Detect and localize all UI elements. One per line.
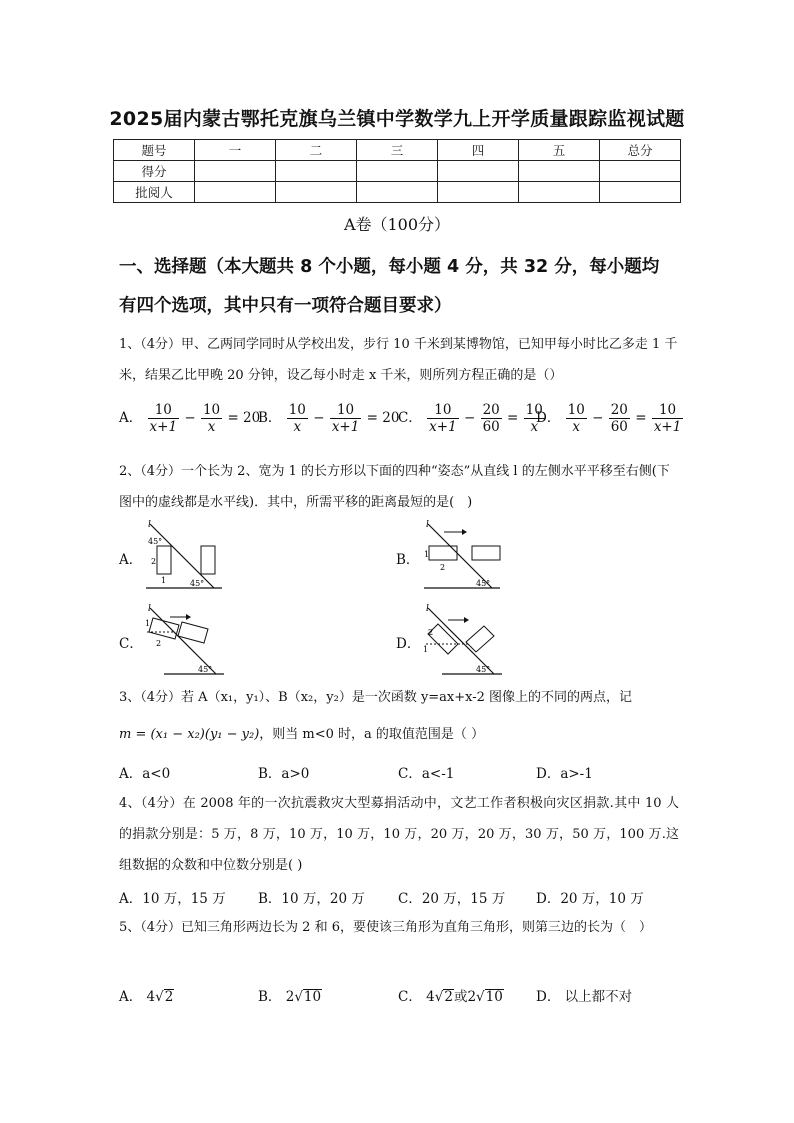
q1-option-a: [119, 402, 260, 435]
arrow-head: [464, 617, 469, 623]
label-one: 1: [424, 550, 430, 559]
q4-option-c: C．20 万，15 万: [398, 891, 506, 907]
section-a-title: A卷（100分）: [343, 215, 451, 234]
question-4-text: 4、（4分）在 2008 年的一次抗震救灾大型募捐活动中，文艺工作者积极向灾区捐款.其中 10 人 的捐款分别是：5 万，8 万，10 万，10 万，10 万，20 万，20 万，30 万，50 万，100 万.这组数据的众数和中位数分别是( ): [119, 796, 679, 873]
rectangle-start: [149, 618, 179, 639]
q1-option-d: [536, 402, 684, 435]
label-l: l: [426, 520, 429, 530]
denominator: 60: [482, 419, 500, 435]
q1-option-c: [398, 402, 546, 435]
q1-option-b: [258, 402, 399, 435]
option-label: C．: [398, 989, 422, 1005]
fraction: [566, 402, 587, 435]
score-cell: [357, 182, 438, 203]
coefficient: 2: [285, 989, 295, 1005]
fraction: [287, 402, 308, 435]
q3-option-b: B．a>0: [258, 766, 310, 782]
q5-option-c: C． 4√2或2√10: [398, 989, 503, 1005]
score-cell: [357, 161, 438, 182]
score-cell: [195, 182, 276, 203]
numerator: 10: [288, 402, 306, 418]
fraction: [609, 402, 630, 435]
radicand: 2: [444, 989, 453, 1005]
score-row-label: 批阅人: [114, 182, 195, 203]
operator: −: [184, 410, 196, 426]
fraction: [481, 402, 502, 435]
score-table: [113, 139, 681, 203]
label-angle: 45°: [198, 665, 213, 674]
score-row-label: 得分: [114, 161, 195, 182]
rectangle-end: [472, 546, 500, 560]
q2-option-a-label: A．: [119, 552, 143, 568]
line-l: [150, 524, 214, 588]
rectangle-end: [201, 546, 215, 574]
equation-rhs: = 20: [366, 410, 400, 426]
score-header-cell: 五: [519, 140, 600, 161]
option-label: A．: [119, 410, 143, 426]
q3-option-a: A．a<0: [119, 766, 171, 782]
label-angle: 45°: [476, 665, 491, 674]
option-label: B．: [258, 410, 282, 426]
label-angle: 45°: [476, 579, 491, 588]
fraction: [652, 402, 684, 435]
q2-option-c-label: C．: [119, 636, 143, 652]
q5-option-d: [536, 985, 632, 1005]
q5-option-a: A． 4√2: [119, 989, 174, 1005]
denominator: x: [293, 419, 302, 435]
numerator: 10: [148, 402, 180, 419]
operator: =: [635, 410, 647, 426]
denominator: x: [572, 419, 581, 435]
denominator: 60: [610, 419, 628, 435]
score-cell: [276, 161, 357, 182]
score-header-cell: 四: [438, 140, 519, 161]
question-5-text: 5、（4分）已知三角形两边长为 2 和 6，要使该三角形为直角三角形，则第三边的长为（ ）: [119, 920, 652, 935]
denominator: x+1: [149, 419, 178, 435]
operator: −: [592, 410, 604, 426]
fraction: [427, 402, 459, 435]
denominator: x: [530, 419, 539, 435]
label-l: l: [148, 520, 151, 530]
score-cell: [195, 161, 276, 182]
label-two: 2: [156, 639, 162, 648]
operator: −: [463, 410, 476, 426]
numerator: 10: [330, 402, 362, 419]
q3-option-d: D．a>-1: [536, 766, 593, 782]
label-l: l: [426, 604, 429, 614]
question-1-text: 1、（4分）甲、乙两同学同时从学校出发，步行 10 千米到某博物馆，已知甲每小时比乙多走 1 千米，结果乙比甲晚 20 分钟，设乙每小时走 x 千米，则所列方程正确的是（）: [119, 337, 678, 383]
option-label: A．: [119, 989, 143, 1005]
arrow-head: [462, 529, 467, 535]
option-label: D．: [536, 410, 561, 426]
label-one: 1: [161, 576, 167, 585]
score-cell: [438, 161, 519, 182]
numerator: 20: [610, 402, 628, 418]
equation-rhs: = 20: [227, 410, 261, 426]
score-header-cell: 题号: [114, 140, 195, 161]
q2-figure-b: [422, 520, 504, 592]
score-header-cell: 总分: [600, 140, 681, 161]
numerator: 20: [482, 402, 500, 418]
option-label: C．: [398, 410, 422, 426]
score-table-row: [114, 182, 681, 203]
numerator: 10: [202, 402, 221, 418]
operator: =: [507, 410, 519, 426]
label-l: l: [148, 604, 151, 614]
score-cell: [276, 182, 357, 203]
q2-figure-d: [422, 604, 504, 676]
score-cell: [600, 161, 681, 182]
question-2-text: 2、（4分）一个长为 2、宽为 1 的长方形以下面的四种“姿态”从直线 l 的左侧水平平移至右侧(下图中的虚线都是水平线)．其中，所需平移的距离最短的是( ): [119, 464, 670, 510]
radicand: 10: [303, 989, 322, 1005]
score-cell: [519, 161, 600, 182]
rectangle-end: [466, 626, 494, 652]
q3-formula-line: [119, 723, 484, 742]
score-cell: [438, 182, 519, 203]
or-word: 或: [453, 989, 468, 1005]
operator: −: [313, 410, 325, 426]
q2-figure-a: [144, 520, 226, 592]
page-title: 2025届内蒙古鄂托克旗乌兰镇中学数学九上开学质量跟踪监视试题: [109, 108, 685, 130]
score-table-row: [114, 161, 681, 182]
score-cell: [519, 182, 600, 203]
label-one: 1: [145, 619, 151, 628]
label-two: 2: [428, 628, 434, 637]
question-3-text-2: ，则当 m<0 时，a 的取值范围是（ ）: [259, 727, 485, 742]
formula-m: m = (x₁ − x₂)(y₁ − y₂): [119, 727, 260, 742]
numerator: 10: [652, 402, 684, 419]
score-table-header: [114, 140, 681, 161]
q2-option-b-label: B．: [396, 552, 420, 568]
denominator: x+1: [653, 419, 682, 435]
numerator: 10: [427, 402, 459, 419]
score-header-cell: 二: [276, 140, 357, 161]
label-angle: 45°: [190, 579, 205, 588]
q4-option-b: B．10 万，20 万: [258, 891, 365, 907]
label-angle: 45°: [148, 537, 163, 546]
option-label: D．: [536, 989, 561, 1005]
denominator: x: [207, 419, 216, 435]
question-3-text: 3、（4分）若 A（x₁，y₁）、B（x₂，y₂）是一次函数 y=ax+x-2 图像上的不同的两点，记: [119, 690, 633, 705]
q2-option-d-label: D．: [396, 636, 421, 652]
denominator: x+1: [331, 419, 360, 435]
fraction: [201, 402, 222, 435]
radicand: 2: [164, 989, 174, 1005]
fraction: [330, 402, 362, 435]
denominator: x+1: [429, 419, 457, 435]
score-cell: [600, 182, 681, 203]
score-header-cell: 三: [357, 140, 438, 161]
coefficient: 2: [467, 989, 477, 1005]
numerator: 10: [567, 402, 585, 418]
q3-option-c: C．a<-1: [398, 766, 455, 782]
coefficient: 4: [146, 989, 156, 1005]
radicand: 10: [485, 989, 503, 1005]
section-heading-line1: 一、选择题（本大题共 8 个小题，每小题 4 分，共 32 分，每小题均: [119, 257, 660, 277]
numerator: 10: [525, 402, 543, 418]
fraction: [148, 402, 180, 435]
coefficient: 4: [426, 989, 435, 1005]
option-text: 以上都不对: [564, 989, 633, 1005]
label-one: 1: [423, 645, 429, 654]
q2-figure-c: [144, 604, 226, 676]
label-two: 2: [151, 557, 157, 566]
arrow-head: [186, 614, 191, 620]
section-heading-line2: 有四个选项，其中只有一项符合题目要求）: [119, 296, 452, 316]
option-label: B．: [258, 989, 282, 1005]
q4-option-d: D．20 万，10 万: [536, 891, 644, 907]
q4-option-a: A．10 万，15 万: [119, 891, 226, 907]
score-header-cell: 一: [195, 140, 276, 161]
q5-option-b: B． 2√10: [258, 989, 322, 1005]
rectangle-start: [157, 546, 171, 574]
label-two: 2: [440, 563, 446, 572]
